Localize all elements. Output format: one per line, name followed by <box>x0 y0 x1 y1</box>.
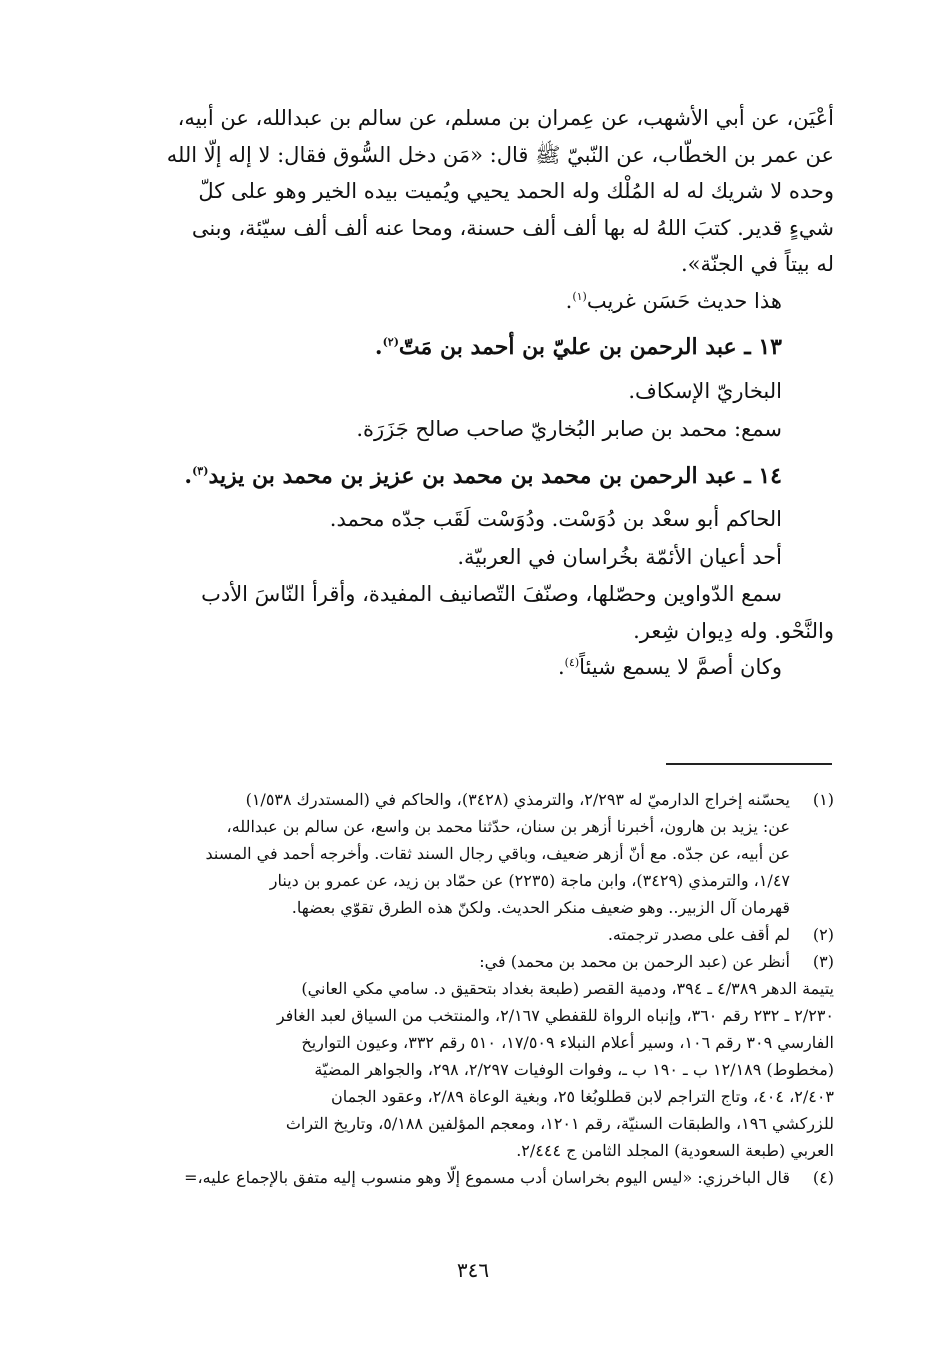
footnote-line: عن أبيه، عن جدّه. مع أنّ أزهر ضعيف، وباقي رجال السند ثقات. وأخرجه أحمد في المسند <box>205 844 790 863</box>
footnote-line: ٢/٢٣٠ ـ ٢٣٢ رقم ٣٦٠، وإنباه الرواة للقفطي ٢/١٦٧، والمنتخب من السياق لعبد الغافر <box>276 1006 834 1025</box>
text-line: عن عمر بن الخطّاب، عن النّبيّ ﷺ قال: «مَن دخل السُّوق فقال: لا إله إلّا الله <box>166 142 834 167</box>
hadith-grading: هذا حديث حَسَن غريب$^{(١)}$. <box>565 288 782 313</box>
footnote-number: (٣) <box>812 952 834 971</box>
footnote-line: أنظر عن (عبد الرحمن بن محمد بن محمد) في: <box>479 952 790 971</box>
footnote-line: عن: يزيد بن هارون، أخبرنا أزهر بن سنان، حدّثنا محمد بن واسع، عن سالم بن عبدالله، <box>226 817 790 836</box>
footnote-line: العربي (طبعة السعودية) المجلد الثامن ج ٢/٤٤٤. <box>516 1141 834 1160</box>
entry-14-paragraph <box>100 576 834 649</box>
footnote-number: (٤) <box>812 1168 834 1187</box>
footnote-line: يتيمة الدهر ٤/٣٨٩ ـ ٣٩٤، ودمية القصر (طبعة بغداد بتحقيق د. سامي مكي العاني) <box>301 979 834 998</box>
text-line: والنَّحْو. وله دِيوان شِعر. <box>633 618 834 643</box>
main-text <box>100 100 834 686</box>
entry-13-heading: ١٣ ـ عبد الرحمن بن عليّ بن أحمد بن مَتّ$^{(٢)}$. <box>374 334 782 360</box>
footnote-4 <box>100 1164 834 1191</box>
entry-14-heading: ١٤ ـ عبد الرحمن بن محمد بن محمد بن عزيز بن محمد بن يزيد$^{(٣)}$. <box>184 462 782 489</box>
text-line: شيءٍ قدير. كتبَ اللهُ له بها ألف ألف حسنة، ومحا عنه ألف ألف سيّئة، وبنى <box>191 215 834 240</box>
page-number: ٣٤٦ <box>456 1258 490 1282</box>
entry-13-line: البخاريّ الإسكاف. <box>628 378 782 403</box>
text-line: وحده لا شريك له له المُلْك وله الحمد يحيي ويُميت بيده الخير وهو على كلّ <box>198 179 834 203</box>
footnote-line: ٢/٤٠٣، ٤٠٤، وتاج التراجم لابن قطلوبُغا ٢٥، وبغية الوعاة ٢/٨٩، وعقود الجمان <box>331 1087 834 1106</box>
footnote-line: يحسّنه إخراج الدارميّ له ٢/٢٩٣، والترمذي (٣٤٢٨)، والحاكم في (المستدرك ١/٥٣٨) <box>245 790 790 809</box>
footnote-line: ١/٤٧، والترمذي (٣٤٢٩)، وابن ماجة (٢٢٣٥) عن حمّاد بن زيد، عن عمرو بن دينار <box>269 871 790 890</box>
text-line: سمع الدّواوين وحصّلها، وصنّفَ التّصانيف المفيدة، وأقرأ النّاسَ الأدب <box>201 582 782 606</box>
footnote-line: لم أقف على مصدر ترجمته. <box>607 925 790 944</box>
text-line: هذا حديث حَسَن غريب <box>586 288 782 313</box>
footnote-ref[interactable]: (٢) <box>382 335 399 349</box>
entry-14-last-line: وكان أصمَّ لا يسمع شيئاً$^{(٤)}$. <box>557 655 782 679</box>
footnotes <box>100 786 834 1191</box>
footnote-line: قال الباخرزي: «ليس اليوم بخراسان أدب مسموع إلّا وهو منسوب إليه متفق بالإجماع عليه،= <box>184 1168 790 1187</box>
entry-14-line: أحد أعيان الأئمّة بخُراسان في العربيّة. <box>457 545 782 569</box>
footnote-ref[interactable]: (١) <box>572 289 587 303</box>
footnote-ref[interactable]: (٤) <box>564 656 580 669</box>
text-line: له بيتاً في الجنّة». <box>680 252 834 276</box>
text-line: أعْيَن، عن أبي الأشهب، عن عِمران بن مسلم، عن سالم بن عبدالله، عن أبيه، <box>177 106 834 130</box>
entry-14-line: الحاكم أبو سعْد بن دُوَسْت. ودُوَسْت لَقَب جدّه محمد. <box>329 507 782 531</box>
footnote-line: (مخطوط) ١٢/١٨٩ ب ـ ١٩٠ ب ـ، وفوات الوفيات ٢/٢٩٧، ٢٩٨، والجواهر المضيّة <box>314 1060 834 1079</box>
footnote-line: للزركشي ١٩٦، والطبقات السنيّة، رقم ١٢٠١، ومعجم المؤلفين ٥/١٨٨، وتاريخ التراث <box>285 1114 834 1133</box>
footnote-ref[interactable]: (٣) <box>192 464 209 478</box>
footnote-1 <box>100 786 834 921</box>
footnote-line: الفارسي ٣٠٩ رقم ١٠٦، وسير أعلام النبلاء ١٧/٥٠٩، ٥١٠ رقم ٣٣٢، وعيون التواريخ <box>301 1033 834 1052</box>
footnote-number: (٢) <box>812 925 834 944</box>
footnote-2 <box>100 921 834 948</box>
entry-13-line: سمع: محمد بن صابر البُخاريّ صاحب صالح جَزَرَة. <box>356 416 782 441</box>
footnote-number: (١) <box>812 790 834 809</box>
hadith-paragraph <box>100 100 834 283</box>
footnote-line: قهرمان آل الزبير.. وهو ضعيف منكر الحديث. ولكنّ هذه الطرق تقوّي بعضها. <box>291 898 790 917</box>
footnote-divider <box>666 763 832 765</box>
footnote-3 <box>100 948 834 1164</box>
